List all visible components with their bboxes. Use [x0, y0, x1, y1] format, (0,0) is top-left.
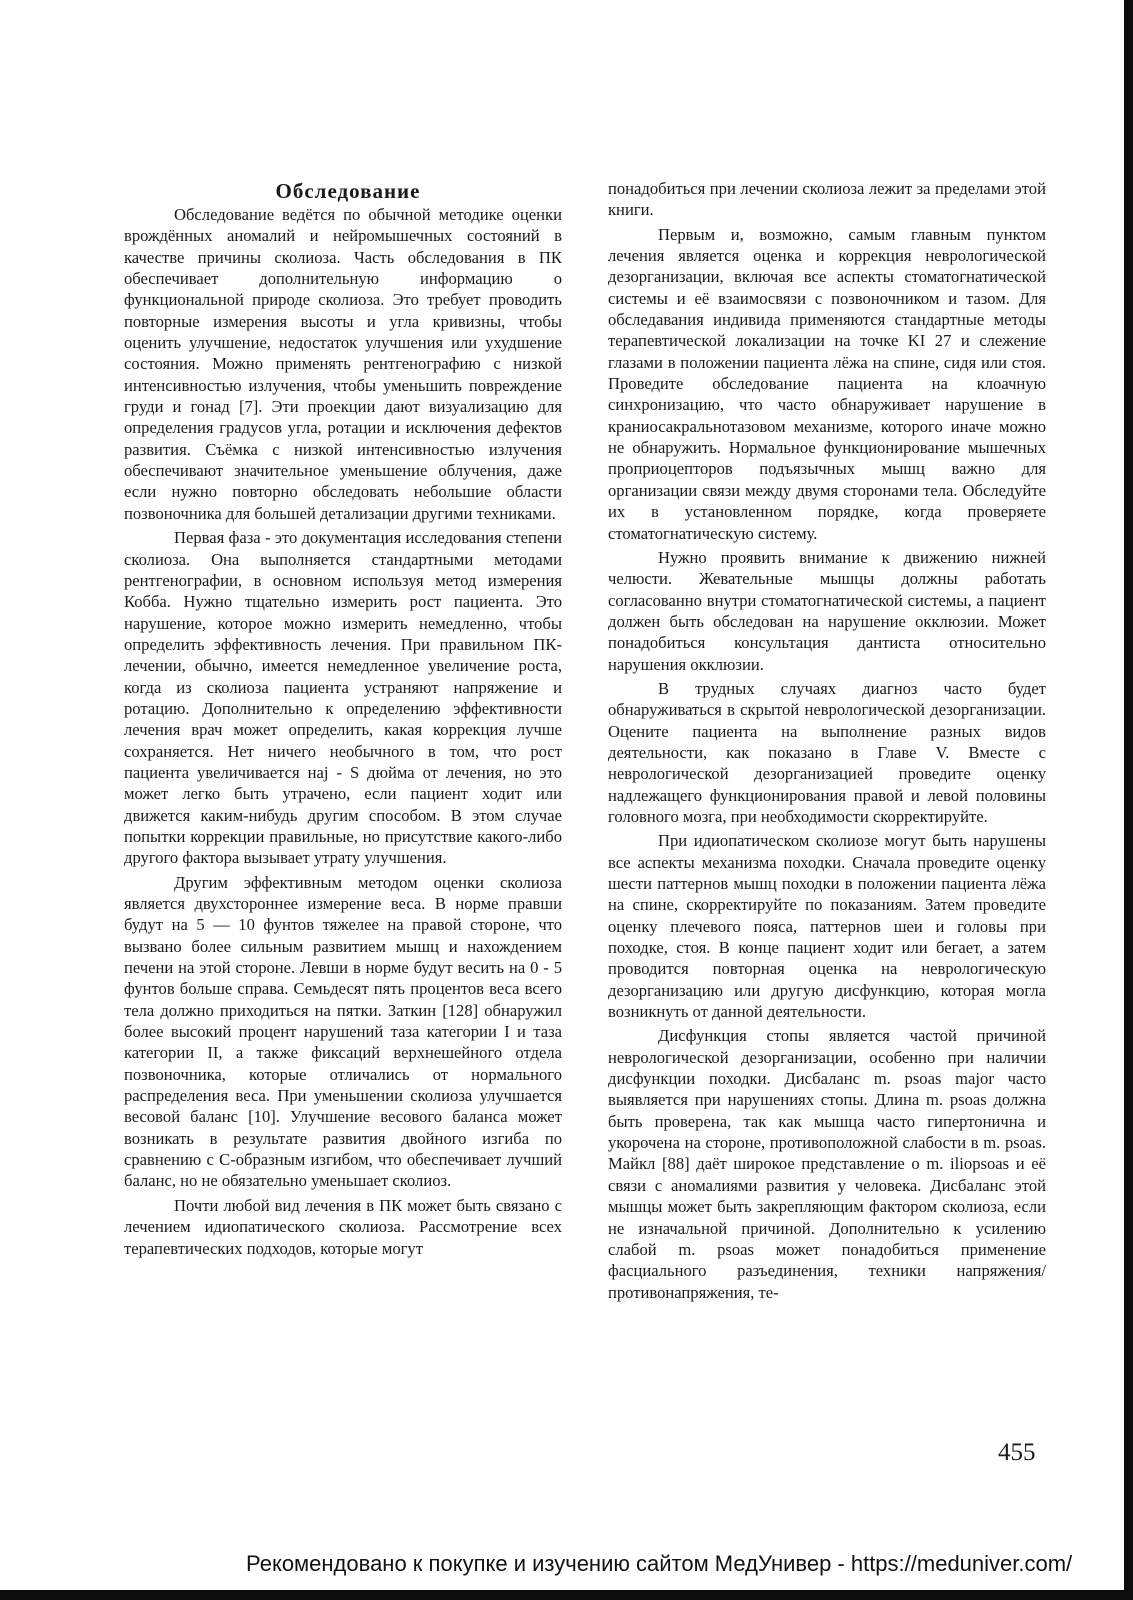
footer-recommendation: Рекомендовано к покупке и изучению сайтом МедУнивер - https://meduniver.com/ [246, 1551, 1073, 1576]
paragraph: Другим эффективным методом оценки сколиоза является двухстороннее измерение веса. В норме правши будут на 5 — 10 фунтов тяжелее на правой стороне, что вызвано более сильным развитием мышц и нахождением печени на этой стороне. Левши в норме будут весить на 0 - 5 фунтов больше справа. Семьдесят пять процентов веса всего тела должно приходиться на пятки. Заткин [128] обнаружил более высокий процент нарушений таза категории I и таза категории II, а также фиксаций верхнешейного отдела позвоночника, которые отличались от нормального распределения веса. При уменьшении сколиоза улучшается весовой баланс [10]. Улучшение весового баланса может возникать в результате развития двойного изгиба по сравнению с С-образным изгибом, что обеспечивает лучший баланс, но не обязательно уменьшает сколиоз. [124, 872, 562, 1191]
section-heading: Обследование [275, 179, 421, 203]
paragraph: Почти любой вид лечения в ПК может быть связано с лечением идиопатического сколиоза. Рассмотрение всех терапевтических подходов, которые могут [124, 1195, 562, 1258]
page-number: 455 [998, 1439, 1036, 1466]
left-column [124, 178, 562, 1262]
right-column [608, 178, 1046, 1306]
paragraph: При идиопатическом сколиозе могут быть нарушены все аспекты механизма походки. Сначала проведите оценку шести паттернов мышц походки в положении пациента лёжа на спине, скорректируйте по показаниям. Затем проведите оценку плечевого пояса, паттернов шеи и головы при походке, стоя. В конце пациент ходит или бегает, а затем проводится повторная оценка на неврологическую дезорганизацию или другую дисфункцию, которая могла возникнуть от данной деятельности. [608, 831, 1046, 1022]
paragraph-continued: понадобиться при лечении сколиоза лежит за пределами этой книги. [608, 179, 1046, 220]
scan-edge-bottom [0, 1590, 1133, 1600]
scan-edge-right [1124, 0, 1133, 1600]
paragraph: Первым и, возможно, самым главным пунктом лечения является оценка и коррекция неврологической дезорганизации, включая все аспекты стоматогнатической системы и её взаимосвязи с позвоночником и тазом. Для обследавания индивида применяются стандартные методы терапевтической локализации на точке KI 27 и слежение глазами в положении пациента лёжа на спине, сидя или стоя. Проведите обследование пациента на клоачную синхронизацию, что часто обнаруживает нарушение в краниосакральнотазовом механизме, которого иначе можно не обнаружить. Нормальное функционирование мышечных проприоцепторов подъязычных мышц важно для организации связи между двумя сторонами тела. Обследуйте их в установленном порядке, когда проверяете стоматогнатическую систему. [608, 224, 1046, 543]
paragraph: Обследование ведётся по обычной методике оценки врождённых аномалий и нейромышечных состояний в качестве причины сколиоза. Часть обследования в ПК обеспечивает дополнительную информацию о функциональной природе сколиоза. Это требует проводить повторные измерения высоты и угла кривизны, чтобы оценить улучшение, недостаток улучшения или ухудшение состояния. Можно применять рентгенографию с низкой интенсивностью излучения, чтобы уменьшить повреждение груди и гонад [7]. Эти проекции дают визуализацию для определения градусов угла, ротации и исключения дефектов развития. Съёмка с низкой интенсивностью излучения обеспечивают значительное уменьшение облучения, даже если нужно повторно обследовать небольшие области позвоночника для большей детализации другими техниками. [124, 205, 562, 523]
paragraph: Нужно проявить внимание к движению нижней челюсти. Жевательные мышцы должны работать согласованно внутри стоматогнатической системы, а пациент должен быть обследован на нарушение окклюзии. Может понадобиться консультация дантиста относительно нарушения окклюзии. [608, 547, 1046, 674]
paragraph: В трудных случаях диагноз часто будет обнаруживаться в скрытой неврологической дезорганизации. Оцените пациента на выполнение разных видов деятельности, как показано в Главе V. Вместе с неврологической дезорганизацией проведите оценку надлежащего функционирования правой и левой половины головного мозга, при необходимости скорректируйте. [608, 678, 1046, 826]
paragraph: Первая фаза - это документация исследования степени сколиоза. Она выполняется стандартными методами рентгенографии, в основном используя метод измерения Кобба. Нужно тщательно измерить рост пациента. Это нарушение, которое можно измерить немедленно, чтобы определить эффективность лечения. При правильном ПК-лечении, обычно, имеется немедленное увеличение роста, когда из сколиоза пациента устраняют напряжение и ротацию. Дополнительно к определению эффективности лечения врач может определить, какая коррекция лучше сохраняется. Нет ничего необычного в том, что рост пациента увеличивается наj - S дюйма от лечения, но это может легко быть утрачено, если пациент ходит или движется каким-нибудь другим способом. В этом случае попытки коррекции правильные, но присутствие какого-либо другого фактора вызывает утрату улучшения. [124, 528, 562, 868]
paragraph: Дисфункция стопы является частой причиной неврологической дезорганизации, особенно при наличии дисфункции походки. Дисбаланс m. psoas major часто выявляется при нарушениях стопы. Длина m. psoas должна быть проверена, так как мышца часто гипертонична и укорочена на стороне, противоположной слабости в m. psoas. Майкл [88] даёт широкое представление о m. iliopsoas и её связи с аномалиями развития у человека. Дисбаланс этой мышцы может быть закрепляющим фактором сколиоза, если не изначальной причиной. Дополнительно к усилению слабой m. psoas может понадобиться применение фасциального разъединения, техники напряжения/противонапряжения, те- [608, 1026, 1046, 1302]
